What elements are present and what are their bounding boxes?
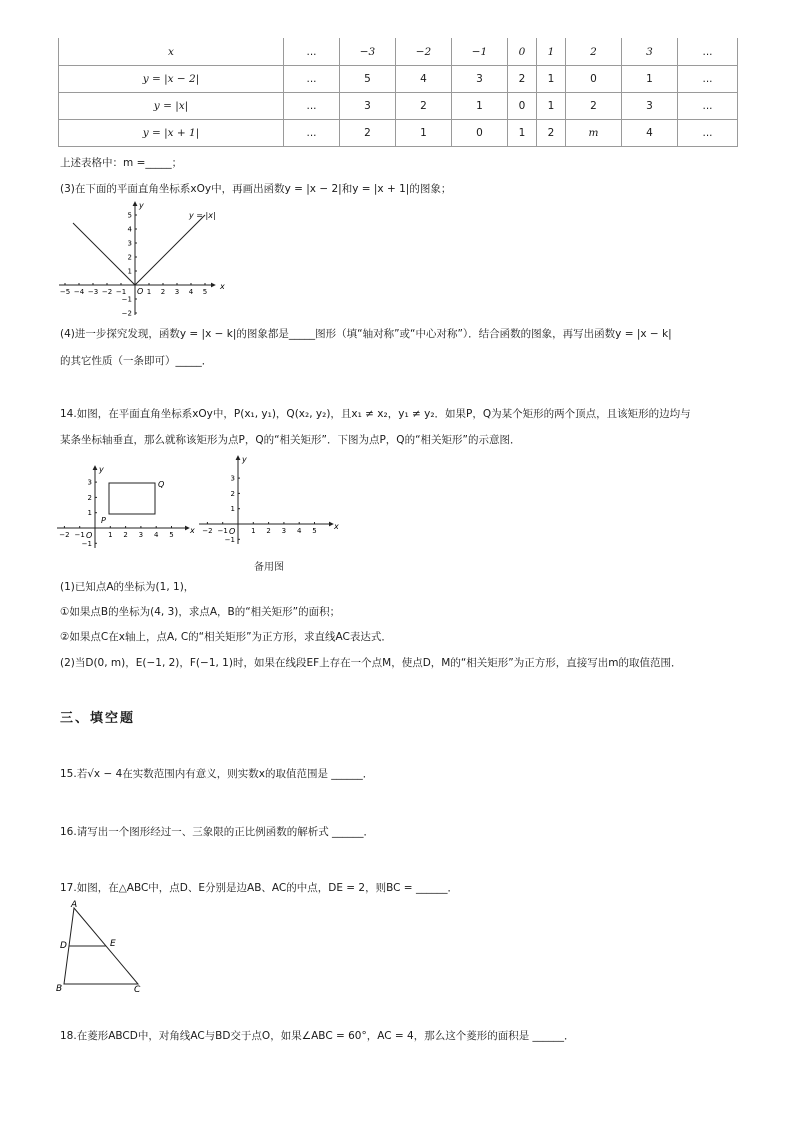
y-tick-label: −1	[224, 535, 235, 544]
table-cell: 2	[340, 120, 396, 147]
table-row	[59, 120, 738, 147]
x-tick-label: −2	[202, 527, 213, 535]
x-tick-label: −3	[87, 288, 99, 296]
table-cell: 1	[537, 93, 566, 120]
x-axis-label: x	[220, 282, 225, 291]
q13-graph	[55, 198, 225, 320]
q14-line1: 14.如图，在平面直角坐标系xOy中，P(x₁, y₁)，Q(x₂, y₂)，且x₁ ≠ x₂，y₁ ≠ y₂．如果P，Q为某个矩形的两个顶点，且该矩形的边均与	[60, 408, 691, 420]
table-cell: 0	[566, 66, 622, 93]
table-cell: ...	[284, 38, 340, 66]
x-tick-label: −5	[59, 288, 71, 296]
x-tick-label: 4	[296, 527, 302, 535]
q13-part4-line2: 的其它性质（一条即可）_____．	[60, 355, 213, 367]
q16: 16.请写出一个图形经过一、三象限的正比例函数的解析式 ______．	[60, 826, 375, 838]
table-cell: 3	[622, 93, 678, 120]
table-cell: 4	[622, 120, 678, 147]
x-tick-label: 2	[123, 531, 128, 539]
vertex-b-label: B	[56, 984, 63, 994]
curve-label: y = |x|	[189, 211, 216, 220]
vertex-a-label: A	[71, 900, 78, 910]
table-cell: x	[59, 38, 284, 66]
table-row	[59, 38, 738, 66]
table-row	[59, 66, 738, 93]
x-tick-label: −4	[73, 288, 85, 296]
y-tick-label: −1	[81, 539, 92, 548]
q14-line2: 某条坐标轴垂直，那么就称该矩形为点P，Q的“相关矩形”．下图为点P，Q的“相关矩形”的示意图．	[60, 434, 521, 446]
origin-label: O	[86, 531, 93, 540]
table-cell: 0	[452, 120, 508, 147]
table-cell: 3	[340, 93, 396, 120]
table-cell: y = |x|	[59, 93, 284, 120]
table-cell: 0	[508, 38, 537, 66]
x-tick-label: 5	[169, 531, 174, 539]
table-cell: 1	[508, 120, 537, 147]
x-tick-label: 1	[146, 288, 152, 296]
table-cell: y = |x + 1|	[59, 120, 284, 147]
q13-table-note: 上述表格中：m =_____；	[60, 157, 183, 169]
section-heading: 三、填空题	[60, 711, 136, 726]
y-tick-label: 1	[230, 505, 235, 514]
point-e-label: E	[110, 939, 116, 949]
table-cell: 4	[396, 66, 452, 93]
y-tick-label: 2	[87, 493, 92, 502]
origin-label: O	[229, 527, 236, 536]
table-cell: 1	[396, 120, 452, 147]
x-tick-label: 3	[174, 288, 180, 296]
table-cell: m	[566, 120, 622, 147]
table-cell: 3	[622, 38, 678, 66]
table-cell: 2	[396, 93, 452, 120]
q14-graph-main	[55, 462, 195, 554]
q14-sub2: ②如果点C在x轴上，点A, C的“相关矩形”为正方形，求直线AC表达式．	[60, 631, 392, 643]
x-axis-label: x	[334, 522, 339, 531]
x-tick-label: 1	[251, 527, 256, 535]
table-cell: 3	[452, 66, 508, 93]
x-tick-label: 1	[108, 531, 113, 539]
table-cell: y = |x − 2|	[59, 66, 284, 93]
table-cell: ...	[284, 66, 340, 93]
q14-graph-spare	[195, 452, 340, 552]
q15: 15.若√x − 4在实数范围内有意义，则实数x的取值范围是 ______．	[60, 768, 374, 780]
table-cell: 0	[508, 93, 537, 120]
x-tick-label: −1	[115, 288, 127, 296]
value-table	[58, 38, 738, 147]
table-cell: ...	[678, 38, 738, 66]
y-tick-label: 1	[127, 267, 132, 276]
table-cell: −2	[396, 38, 452, 66]
table-cell: 2	[566, 38, 622, 66]
table-cell: −3	[340, 38, 396, 66]
x-tick-label: −2	[59, 531, 70, 539]
table-cell: 1	[622, 66, 678, 93]
table-cell: ...	[678, 66, 738, 93]
y-tick-label: 3	[127, 239, 132, 248]
y-tick-label: 3	[230, 474, 235, 483]
x-tick-label: −1	[74, 531, 85, 539]
x-axis-label: x	[190, 526, 195, 535]
q17-text: 17.如图，在△ABC中，点D、E分别是边AB、AC的中点，DE = 2，则BC = ______．	[60, 882, 458, 894]
x-tick-label: 2	[266, 527, 271, 535]
y-tick-label: 2	[127, 253, 132, 262]
y-tick-label: 1	[87, 509, 92, 518]
y-tick-label: 5	[127, 211, 132, 220]
x-tick-label: 3	[281, 527, 287, 535]
table-cell: −1	[452, 38, 508, 66]
x-tick-label: 4	[188, 288, 194, 296]
y-tick-label: 2	[230, 489, 235, 498]
q18: 18.在菱形ABCD中，对角线AC与BD交于点O，如果∠ABC = 60°，AC = 4，那么这个菱形的面积是 ______．	[60, 1030, 575, 1042]
table-cell: 2	[566, 93, 622, 120]
x-tick-label: 3	[138, 531, 144, 539]
table-cell: 5	[340, 66, 396, 93]
x-tick-label: 2	[160, 288, 166, 296]
q14-part2: (2)当D(0, m)，E(−1, 2)，F(−1, 1)时，如果在线段EF上存在一个点M，使点D，M的“相关矩形”为正方形，直接写出m的取值范围．	[60, 657, 682, 669]
table-cell: ...	[284, 93, 340, 120]
table-cell: 1	[452, 93, 508, 120]
table-cell: ...	[284, 120, 340, 147]
x-tick-label: 5	[312, 527, 317, 535]
y-tick-label: −2	[121, 309, 132, 318]
table-cell: 1	[537, 38, 566, 66]
x-tick-label: 4	[153, 531, 159, 539]
q13-part4-line1: (4)进一步探究发现，函数y = |x − k|的图象都是_____图形（填“轴对称”或“中心对称”）．结合函数的图象，再写出函数y = |x − k|	[60, 328, 672, 340]
spare-graph-caption: 备用图	[254, 562, 284, 573]
y-tick-label: −1	[121, 295, 132, 304]
y-axis-label: y	[139, 201, 144, 210]
vertex-c-label: C	[134, 985, 141, 994]
x-tick-label: −2	[101, 288, 113, 296]
y-tick-label: 3	[87, 478, 92, 487]
point-q-label: Q	[158, 480, 165, 489]
table-cell: ...	[678, 120, 738, 147]
point-p-label: P	[101, 516, 106, 525]
y-tick-label: 4	[127, 225, 132, 234]
point-d-label: D	[60, 941, 67, 951]
x-tick-label: −1	[217, 527, 228, 535]
q17-triangle	[52, 896, 152, 994]
origin-label: O	[137, 287, 144, 296]
q14-part1: (1)已知点A的坐标为(1, 1)，	[60, 581, 195, 593]
related-rectangle	[109, 483, 155, 514]
table-cell: 1	[537, 66, 566, 93]
table-cell: ...	[678, 93, 738, 120]
y-axis-label: y	[99, 465, 104, 474]
table-cell: 2	[537, 120, 566, 147]
table-row	[59, 93, 738, 120]
q14-sub1: ①如果点B的坐标为(4, 3)，求点A，B的“相关矩形”的面积；	[60, 606, 341, 618]
y-axis-label: y	[242, 455, 247, 464]
q13-part3: (3)在下面的平面直角坐标系xOy中，再画出函数y = |x − 2|和y = |x + 1|的图象；	[60, 183, 452, 195]
table-cell: 2	[508, 66, 537, 93]
graph-y-abs-x	[73, 215, 205, 285]
x-tick-label: 5	[202, 288, 208, 296]
